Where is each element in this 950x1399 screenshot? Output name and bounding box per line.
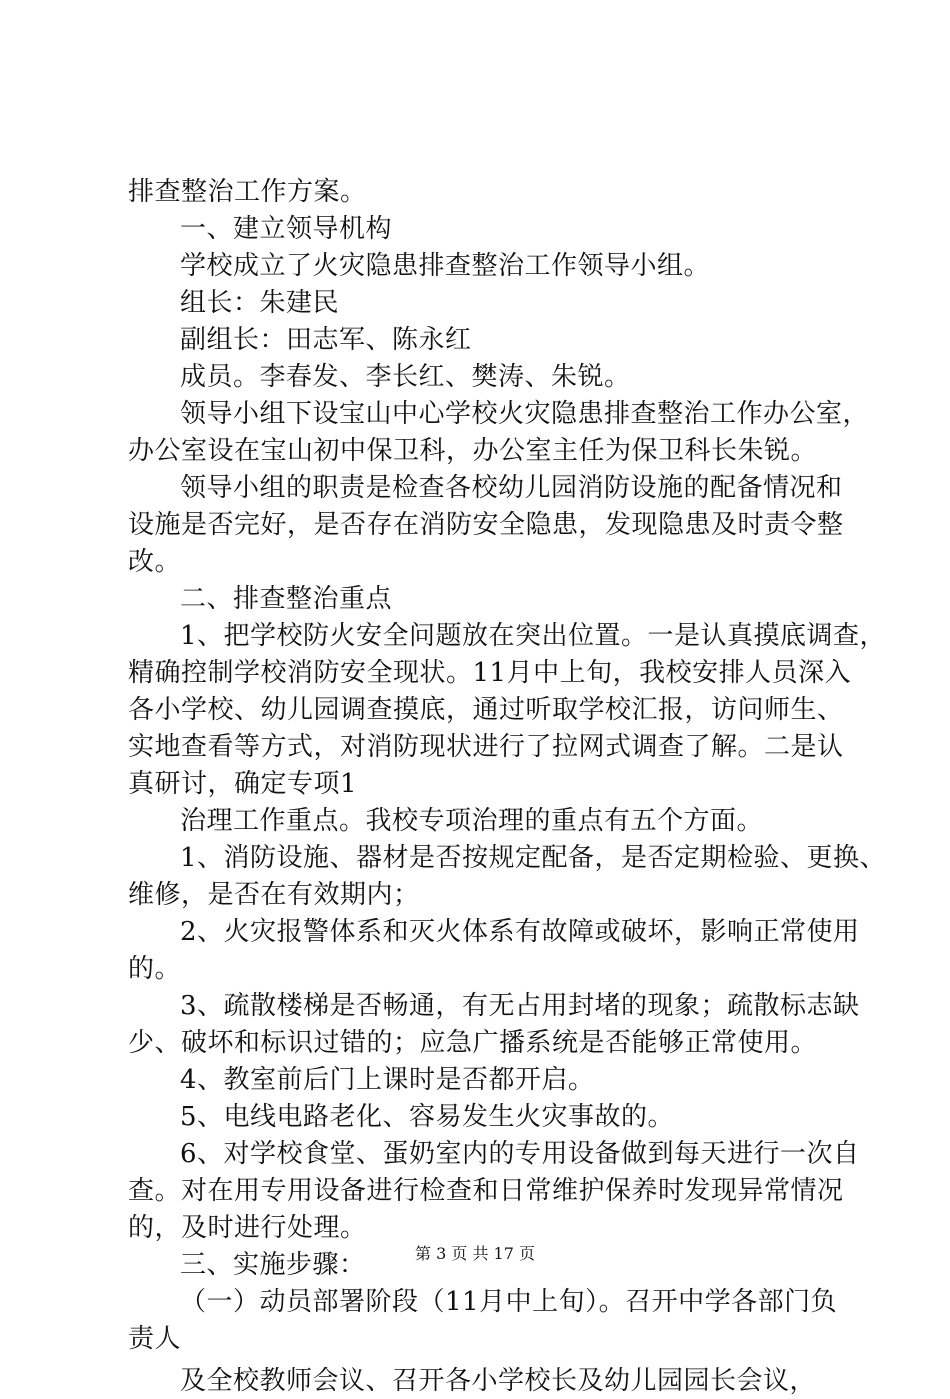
text-line: 设施是否完好，是否存在消防安全隐患，发现隐患及时责令整 — [128, 510, 844, 540]
text-line: 的。 — [128, 954, 182, 984]
text-line: 1、消防设施、器材是否按规定配备，是否定期检验、更换、 — [180, 843, 887, 873]
text-line: 6、对学校食堂、蛋奶室内的专用设备做到每天进行一次自 — [180, 1139, 860, 1169]
text-line: 治理工作重点。我校专项治理的重点有五个方面。 — [180, 806, 764, 836]
text-line: 组长：朱建民 — [180, 288, 340, 318]
section-heading: 二、排查整治重点 — [180, 584, 393, 614]
text-line: 5、电线电路老化、容易发生火灾事故的。 — [180, 1102, 675, 1132]
text-line: 3、疏散楼梯是否畅通，有无占用封堵的现象；疏散标志缺 — [180, 991, 860, 1021]
text-line: 领导小组的职责是检查各校幼儿园消防设施的配备情况和 — [180, 473, 843, 503]
text-line: 排查整治工作方案。 — [128, 177, 367, 207]
page-number-footer: 第 3 页 共 17 页 — [415, 1244, 535, 1263]
text-line: 维修，是否在有效期内； — [128, 880, 420, 910]
section-heading: 一、建立领导机构 — [180, 214, 393, 244]
text-line: 改。 — [128, 547, 182, 577]
text-line: 领导小组下设宝山中心学校火灾隐患排查整治工作办公室， — [180, 399, 870, 429]
text-line: 及全校教师会议、召开各小学校长及幼儿园园长会议， — [180, 1366, 817, 1396]
section-heading: 三、实施步骤： — [180, 1250, 366, 1280]
text-line: 真研讨，确定专项1 — [128, 769, 358, 799]
text-line: 的，及时进行处理。 — [128, 1213, 367, 1243]
text-line: 办公室设在宝山初中保卫科，办公室主任为保卫科长朱锐。 — [128, 436, 818, 466]
text-line: 查。对在用专用设备进行检查和日常维护保养时发现异常情况 — [128, 1176, 844, 1206]
text-line: 副组长：田志军、陈永红 — [180, 325, 472, 355]
text-line: 实地查看等方式，对消防现状进行了拉网式调查了解。二是认 — [128, 732, 844, 762]
text-line: 2、火灾报警体系和灭火体系有故障或破坏，影响正常使用 — [180, 917, 860, 947]
text-line: 精确控制学校消防安全现状。11月中上旬，我校安排人员深入 — [128, 658, 852, 688]
text-line: 1、把学校防火安全问题放在突出位置。一是认真摸底调查， — [180, 621, 887, 651]
text-line: （一）动员部署阶段（11月中上旬）。召开中学各部门负 — [180, 1287, 838, 1317]
text-line: 少、破坏和标识过错的；应急广播系统是否能够正常使用。 — [128, 1028, 818, 1058]
text-line: 各小学校、幼儿园调查摸底，通过听取学校汇报，访问师生、 — [128, 695, 844, 725]
text-line: 责人 — [128, 1324, 182, 1354]
text-line: 成员。李春发、李长红、樊涛、朱锐。 — [180, 362, 631, 392]
text-line: 学校成立了火灾隐患排查整治工作领导小组。 — [180, 251, 711, 281]
text-line: 4、教室前后门上课时是否都开启。 — [180, 1065, 595, 1095]
